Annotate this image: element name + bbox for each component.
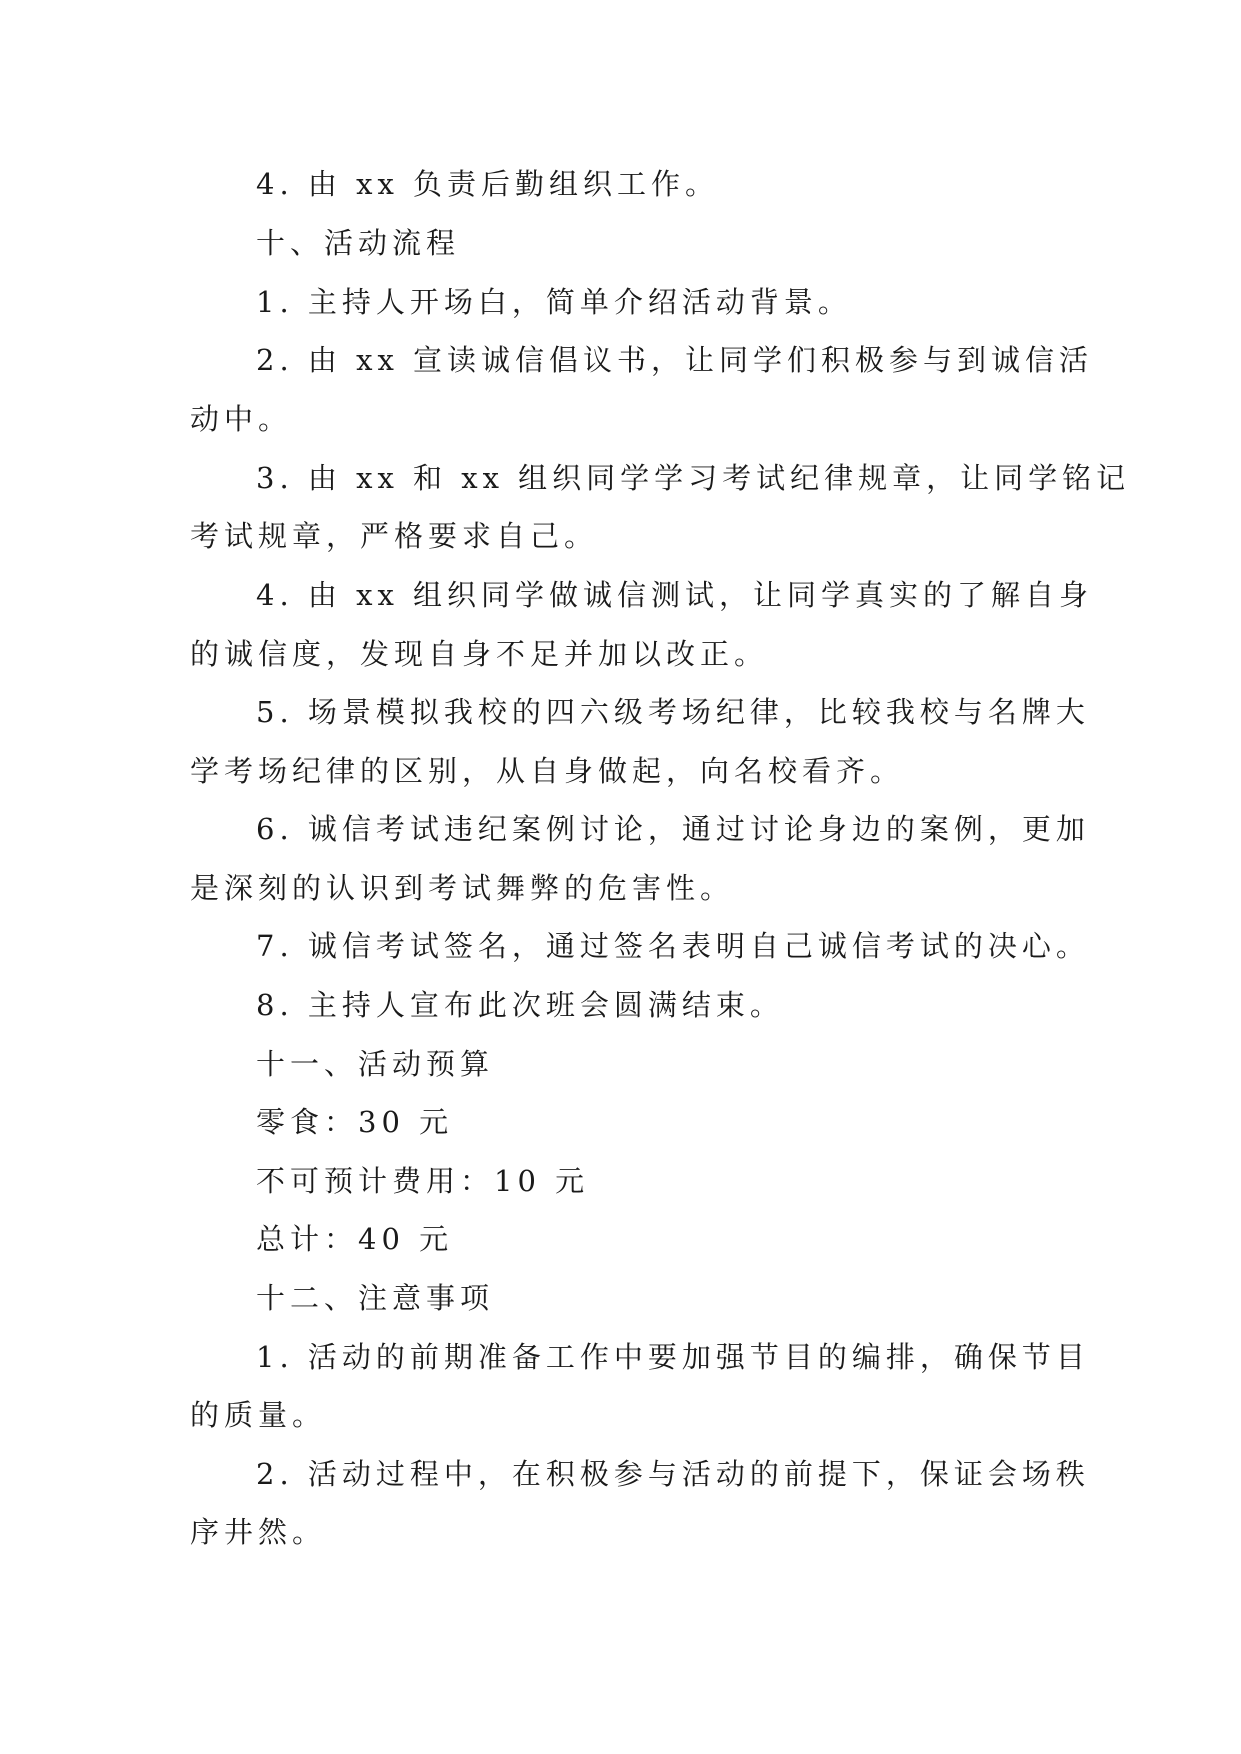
flow-item-2-continued: 动中。 <box>190 402 293 436</box>
notes-item-2-continued: 序井然。 <box>190 1515 327 1549</box>
flow-item-4-continued: 的诚信度，发现自身不足并加以改正。 <box>190 637 769 671</box>
flow-item-6: 6. 诚信考试违纪案例讨论，通过讨论身边的案例，更加 <box>256 812 1090 846</box>
item-logistics: 4. 由 xx 负责后勤组织工作。 <box>256 167 720 201</box>
flow-item-5-continued: 学考场纪律的区别，从自身做起，向名校看齐。 <box>190 754 905 788</box>
flow-item-7: 7. 诚信考试签名，通过签名表明自己诚信考试的决心。 <box>256 929 1090 963</box>
flow-item-6-continued: 是深刻的认识到考试舞弊的危害性。 <box>190 871 735 905</box>
budget-snacks: 零食：30 元 <box>256 1105 454 1139</box>
section-heading-activity-flow: 十、活动流程 <box>256 226 461 260</box>
flow-item-5: 5. 场景模拟我校的四六级考场纪律，比较我校与名牌大 <box>256 695 1090 729</box>
notes-item-1: 1. 活动的前期准备工作中要加强节目的编排，确保节目 <box>256 1340 1090 1374</box>
section-heading-notes: 十二、注意事项 <box>256 1281 495 1315</box>
flow-item-4: 4. 由 xx 组织同学做诚信测试，让同学真实的了解自身 <box>256 578 1094 612</box>
flow-item-1: 1. 主持人开场白，简单介绍活动背景。 <box>256 285 852 319</box>
notes-item-2: 2. 活动过程中，在积极参与活动的前提下，保证会场秩 <box>256 1457 1090 1491</box>
flow-item-8: 8. 主持人宣布此次班会圆满结束。 <box>256 988 784 1022</box>
section-heading-budget: 十一、活动预算 <box>256 1047 495 1081</box>
flow-item-3-continued: 考试规章，严格要求自己。 <box>190 519 599 553</box>
flow-item-2: 2. 由 xx 宣读诚信倡议书，让同学们积极参与到诚信活 <box>256 343 1094 377</box>
flow-item-3: 3. 由 xx 和 xx 组织同学学习考试纪律规章，让同学铭记 <box>256 461 1131 495</box>
budget-total: 总计：40 元 <box>256 1222 454 1256</box>
budget-unforeseen: 不可预计费用：10 元 <box>256 1164 590 1198</box>
notes-item-1-continued: 的质量。 <box>190 1398 327 1432</box>
